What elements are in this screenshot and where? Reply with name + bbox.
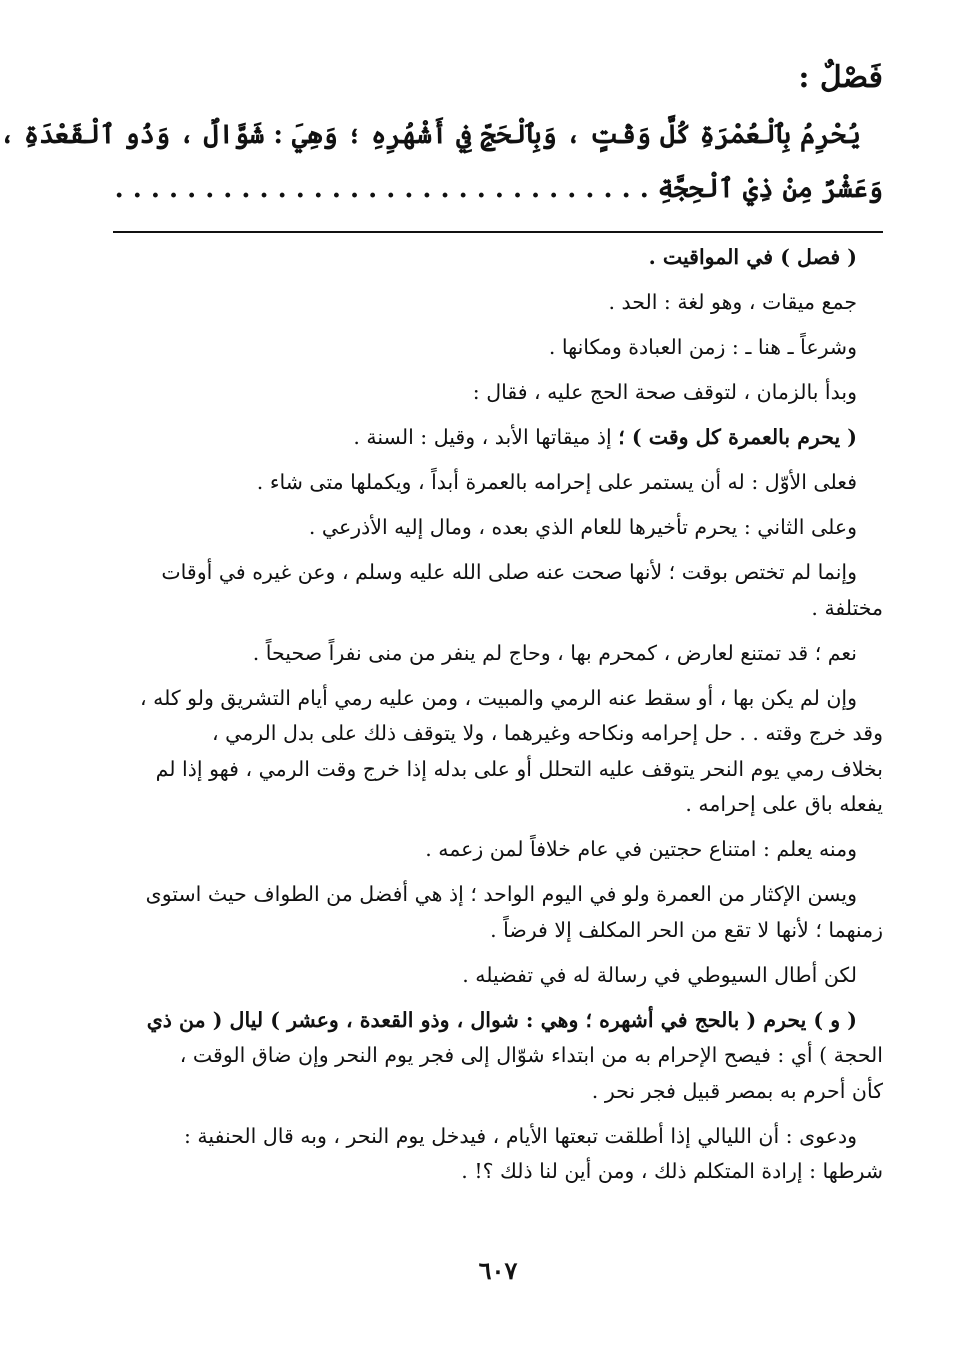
paragraph: [113, 681, 883, 823]
paragraph: [113, 636, 883, 672]
paragraph-line: فعلى الأوّل : له أن يستمر على إحرامه بالعمرة أبداً ، ويكملها متى شاء .: [256, 470, 857, 494]
paragraph: [113, 832, 883, 868]
paragraph: [113, 465, 883, 501]
matn-text: [0, 108, 883, 216]
paragraph-line: ويسن الإكثار من العمرة ولو في اليوم الواحد ؛ إذ هي أفضل من الطواف حيث استوى: [145, 882, 857, 906]
paragraph: [113, 510, 883, 546]
matn-dots: . . . . . . . . . . . . . . . . . . . . . . . . . . . . .: [114, 174, 631, 204]
commentary-text: إذ ميقاتها الأبد ، وقيل : السنة .: [353, 425, 619, 449]
matn-line: [113, 162, 883, 216]
paragraph: [113, 330, 883, 366]
paragraph-line: [113, 420, 883, 456]
paragraph-line: ( فصل ) في المواقيت .: [648, 245, 857, 269]
paragraph-line: ومنه يعلم : امتناع حجتين في عام خلافاً لمن زعمه .: [425, 837, 857, 861]
paragraph: [113, 240, 883, 276]
paragraph-line: مختلفة .: [811, 595, 883, 620]
paragraph: [113, 285, 883, 321]
paragraph-line: كأن أحرم به بمصر قبيل فجر نحر .: [591, 1078, 883, 1103]
paragraph-line: وإن لم يكن بها ، أو سقط عنه الرمي والمبيت ، ومن عليه رمي أيام التشريق ولو كله ،: [139, 685, 857, 710]
paragraph-line: شرطها : إرادة المتكلم ذلك ، ومن أين لنا ذلك ؟! .: [461, 1159, 883, 1183]
paragraph: [113, 958, 883, 994]
paragraph: [113, 1003, 883, 1110]
matn-line: يُحْرِمُ بِٱلْعُمْرَةِ كُلَّ وَقْتٍ ، وَبِٱلْحَجِّ فِي أَشْهُرِهِ ؛ وَهِيَ : شَوَّالٌ ، وَذُو ٱلْقَعْدَةِ ،: [0, 120, 861, 150]
paragraph: [113, 555, 883, 626]
paragraph-line: نعم ؛ قد تمتنع لعارض ، كمحرم بها ، وحاج لم ينفر من منى نفراً صحيحاً .: [252, 640, 857, 665]
paragraph-line: لكن أطال السيوطي في رسالة له في تفضيله .: [462, 962, 857, 987]
commentary: [113, 240, 883, 1199]
paragraph-line: ودعوى : أن الليالي إذا أطلقت تبعتها الأيام ، فيدخل يوم النحر ، وبه قال الحنفية :: [183, 1123, 857, 1148]
paragraph: [113, 420, 883, 456]
paragraph-line: وبدأ بالزمان ، لتوقف صحة الحج عليه ، فقال :: [472, 380, 857, 404]
section-heading: فَصْلٌ :: [798, 60, 883, 95]
paragraph-line: يفعله باق على إحرامه .: [685, 792, 883, 816]
matn-line-text: وَعَشْرٌ مِنْ ذِيْ ٱلْحِجَّةِ .: [639, 174, 883, 204]
paragraph-line: جمع ميقات ، وهو لغة : الحد .: [608, 290, 857, 314]
paragraph-line: زمنهما ؛ لأنها لا تقع من الحر المكلف إلا فرضاً .: [490, 917, 883, 942]
section-divider: [113, 231, 883, 233]
paragraph: [113, 877, 883, 948]
paragraph-line: وقد خرج وقته . . حل إحرامه ونكاحه وغيرهما ، ولا يتوقف ذلك على بدل الرمي ،: [211, 721, 883, 745]
paragraph-line: ( و ) يحرم ( بالحج في أشهره ؛ وهي : شوال ، وذو القعدة ، وعشر ) ليال ( من ذي: [146, 1007, 857, 1032]
matn-quote: ( يحرم بالعمرة كل وقت ) ؛: [618, 425, 857, 449]
paragraph-line: وإنما لم تختص بوقت ؛ لأنها صحت عنه صلى الله عليه وسلم ، وعن غيره في أوقات: [161, 560, 857, 584]
paragraph-line: الحجة ) أي : فيصح الإحرام به من ابتداء شوّال إلى فجر يوم النحر وإن ضاق الوقت ،: [179, 1043, 883, 1067]
paragraph: [113, 1119, 883, 1190]
paragraph-line: وعلى الثاني : يحرم تأخيرها للعام الذي بعده ، ومال إليه الأذرعي .: [308, 515, 857, 539]
paragraph-line: وشرعاً ـ هنا ـ : زمن العبادة ومكانها .: [548, 335, 857, 359]
page-number: ٦٠٧: [478, 1256, 518, 1285]
paragraph-line: بخلاف رمي يوم النحر يتوقف عليه التحلل أو على بدله إذا خرج وقت الرمي ، فهو إذا لم: [155, 756, 883, 781]
paragraph: [113, 375, 883, 411]
